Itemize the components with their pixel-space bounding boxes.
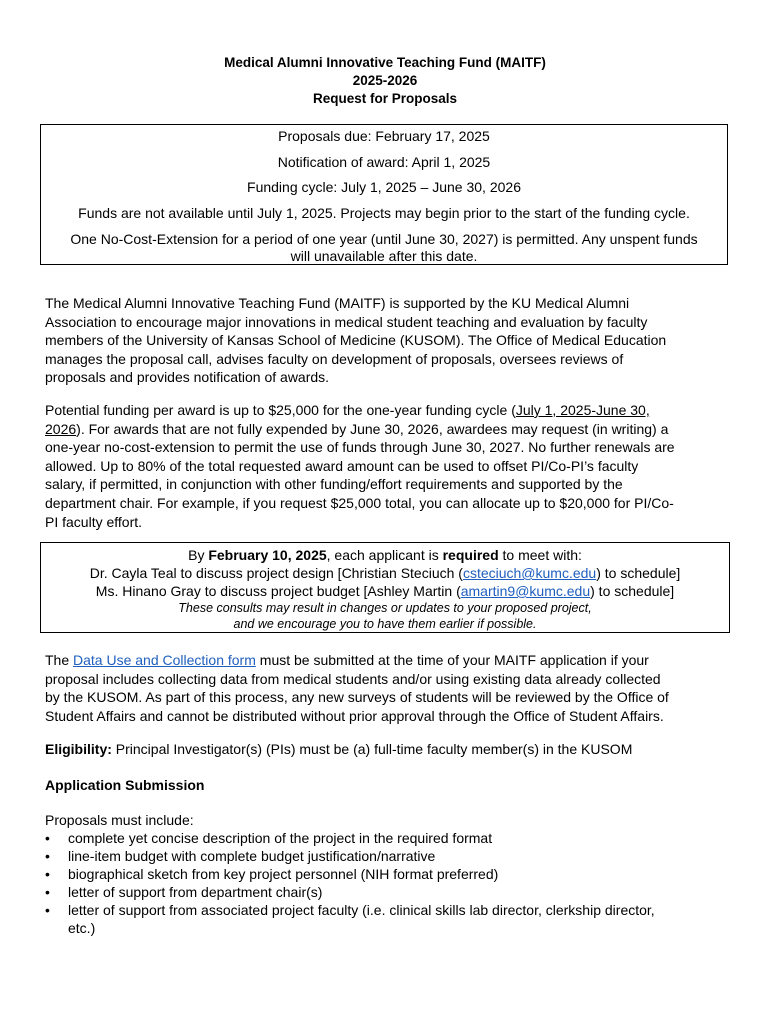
data-use-form-link[interactable]: Data Use and Collection form — [73, 652, 256, 668]
header-title: Medical Alumni Innovative Teaching Fund (MAITF) — [224, 55, 546, 70]
document-header — [0, 54, 770, 108]
intro-paragraph — [45, 294, 735, 387]
key-dates-box — [40, 124, 728, 265]
funding-text: Potential funding per award is up to $25,000 for the one-year funding cycle ( — [45, 402, 516, 418]
email-link-csteciuch[interactable]: csteciuch@kumc.edu — [462, 565, 597, 581]
consult-budget — [41, 582, 729, 600]
consult-text: , each applicant is — [326, 547, 443, 563]
consult-required: required — [442, 547, 499, 563]
paragraph-line: proposals and provides notification of awards. — [45, 369, 330, 386]
extension-line-2: will unavailable after this date. — [290, 248, 478, 264]
consult-design — [41, 564, 729, 582]
list-item-text: letter of support from department chair(s) — [68, 884, 323, 900]
list-item-text: line-item budget with complete budget justification/narrative — [68, 848, 436, 864]
paragraph-line: allowed. Up to 80% of the total requested award amount can be used to offset PI/Co-PI’s faculty — [45, 457, 639, 474]
data-use-text: The — [45, 652, 74, 668]
paragraph-line — [45, 420, 735, 439]
consult-box — [40, 542, 730, 633]
funding-cycle-dates: July 1, 2025-June 30, — [515, 402, 650, 418]
consult-text: By — [188, 547, 209, 563]
bullet-icon: • — [45, 902, 50, 918]
data-use-text: must be submitted at the time of your MAITF application if your — [255, 652, 649, 668]
funding-text: ). For awards that are not fully expended by June 30, 2026, awardees may request (in writing) a — [76, 420, 669, 437]
list-item-text: etc.) — [68, 920, 96, 936]
paragraph-line: members of the University of Kansas School of Medicine (KUSOM). The Office of Medical Education — [45, 332, 667, 349]
extension-line-1: One No-Cost-Extension for a period of one year (until June 30, 2027) is permitted. Any unspent funds — [70, 231, 698, 247]
proposals-due: Proposals due: February 17, 2025 — [278, 128, 490, 144]
paragraph-line: salary, if permitted, in conjunction with other funding/effort requirements and supported by the — [45, 476, 623, 493]
notification-date: Notification of award: April 1, 2025 — [277, 154, 491, 170]
paragraph-line: one-year no-cost-extension to permit the use of funds through June 30, 2027. No further renewals are — [45, 439, 675, 456]
consult-text: ) to schedule] — [596, 565, 681, 581]
bullet-icon: • — [45, 884, 50, 900]
paragraph-line: proposal includes collecting data from medical students and/or using existing data already collected — [45, 670, 661, 687]
email-link-amartin9[interactable]: amartin9@kumc.edu — [460, 583, 591, 599]
paragraph-line: department chair. For example, if you request $25,000 total, you can allocate up to $20,000 for PI/Co- — [45, 494, 674, 511]
list-item-text: letter of support from associated project faculty (i.e. clinical skills lab director, clerkship director, — [68, 902, 655, 918]
paragraph-line: manages the proposal call, advises faculty on development of proposals, oversees reviews of — [45, 350, 624, 367]
header-year: 2025-2026 — [352, 73, 418, 88]
funding-paragraph — [45, 401, 735, 531]
eligibility-line — [45, 740, 735, 759]
consult-deadline — [41, 546, 729, 564]
list-item-text: complete yet concise description of the project in the required format — [68, 830, 493, 846]
data-use-paragraph — [45, 651, 735, 725]
bullet-icon: • — [45, 848, 50, 864]
consult-note-2: and we encourage you to have them earlier if possible. — [233, 617, 537, 631]
bullet-icon: • — [45, 866, 50, 882]
application-heading: Application Submission — [45, 777, 205, 793]
funds-availability: Funds are not available until July 1, 2025. Projects may begin prior to the start of the funding cycle. — [78, 205, 690, 221]
consult-note-1: These consults may result in changes or updates to your proposed project, — [178, 601, 592, 615]
consult-text: Ms. Hinano Gray to discuss project budget [Ashley Martin ( — [95, 583, 461, 599]
funding-cycle-year: 2026 — [45, 420, 77, 437]
paragraph-line: Student Affairs and cannot be distributed without prior approval through the Office of Student Affairs. — [45, 707, 664, 724]
bullet-icon: • — [45, 830, 50, 846]
eligibility-text: Principal Investigator(s) (PIs) must be (a) full-time faculty member(s) in the KUSOM — [111, 741, 633, 757]
paragraph-line: by the KUSOM. As part of this process, any new surveys of students will be reviewed by the Office of — [45, 689, 669, 706]
paragraph-line: The Medical Alumni Innovative Teaching Fund (MAITF) is supported by the KU Medical Alumni — [45, 295, 630, 311]
paragraph-line — [45, 651, 735, 670]
consult-text: ) to schedule] — [590, 583, 675, 599]
list-item-text: biographical sketch from key project personnel (NIH format preferred) — [68, 866, 499, 882]
consult-text: Dr. Cayla Teal to discuss project design [Christian Steciuch ( — [89, 565, 463, 581]
consult-text: to meet with: — [498, 547, 582, 563]
proposals-intro: Proposals must include: — [45, 812, 194, 828]
paragraph-line: PI faculty effort. — [45, 513, 143, 530]
paragraph-line: Association to encourage major innovations in medical student teaching and evaluation by faculty — [45, 313, 648, 330]
funding-cycle: Funding cycle: July 1, 2025 – June 30, 2026 — [247, 179, 521, 195]
consult-date: February 10, 2025 — [208, 547, 327, 563]
header-subtitle: Request for Proposals — [312, 91, 458, 106]
eligibility-label: Eligibility: — [45, 741, 112, 757]
paragraph-line — [45, 401, 735, 420]
